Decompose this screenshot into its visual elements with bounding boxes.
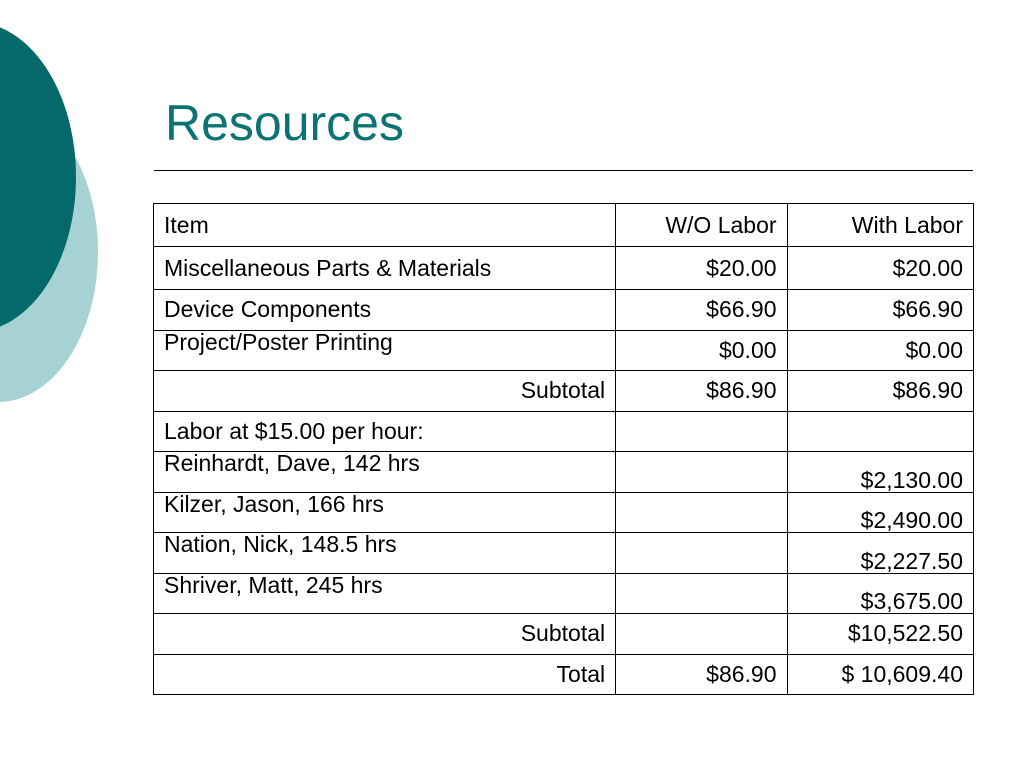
row-item: Kilzer, Jason, 166 hrs [154, 492, 616, 533]
row-with-labor: $2,490.00 [787, 492, 973, 533]
row-item: Miscellaneous Parts & Materials [154, 247, 616, 290]
row-with-labor [787, 411, 973, 452]
table-row [154, 411, 974, 452]
header-wo-labor: W/O Labor [616, 204, 787, 247]
row-item: Device Components [154, 290, 616, 331]
table-row [154, 371, 974, 412]
row-item: Subtotal [154, 371, 616, 412]
row-item: Reinhardt, Dave, 142 hrs [154, 452, 616, 493]
row-wo-labor [616, 492, 787, 533]
row-item: Project/Poster Printing [154, 330, 616, 371]
row-wo-labor: $0.00 [616, 330, 787, 371]
table-row [154, 533, 974, 574]
row-with-labor: $66.90 [787, 290, 973, 331]
table-header-row [154, 204, 974, 247]
table-row [154, 654, 974, 695]
row-wo-labor [616, 411, 787, 452]
row-wo-labor [616, 533, 787, 574]
row-item: Subtotal [154, 614, 616, 655]
row-wo-labor: $86.90 [616, 371, 787, 412]
row-wo-labor: $86.90 [616, 654, 787, 695]
table-row [154, 573, 974, 614]
header-item: Item [154, 204, 616, 247]
row-item: Nation, Nick, 148.5 hrs [154, 533, 616, 574]
resources-table [153, 203, 974, 695]
row-item: Shriver, Matt, 245 hrs [154, 573, 616, 614]
row-item: Labor at $15.00 per hour: [154, 411, 616, 452]
row-with-labor: $ 10,609.40 [787, 654, 973, 695]
row-with-labor: $0.00 [787, 330, 973, 371]
table-row [154, 247, 974, 290]
row-wo-labor [616, 573, 787, 614]
table-row [154, 452, 974, 493]
row-wo-labor: $20.00 [616, 247, 787, 290]
title-divider [154, 170, 973, 171]
row-wo-labor [616, 614, 787, 655]
table-row [154, 330, 974, 371]
table-row [154, 290, 974, 331]
row-with-labor: $86.90 [787, 371, 973, 412]
row-with-labor: $2,227.50 [787, 533, 973, 574]
row-item: Total [154, 654, 616, 695]
row-with-labor: $2,130.00 [787, 452, 973, 493]
table-row [154, 492, 974, 533]
row-wo-labor: $66.90 [616, 290, 787, 331]
row-with-labor: $3,675.00 [787, 573, 973, 614]
row-wo-labor [616, 452, 787, 493]
table-row [154, 614, 974, 655]
row-with-labor: $20.00 [787, 247, 973, 290]
slide-title: Resources [165, 95, 404, 151]
header-with-labor: With Labor [787, 204, 973, 247]
row-with-labor: $10,522.50 [787, 614, 973, 655]
